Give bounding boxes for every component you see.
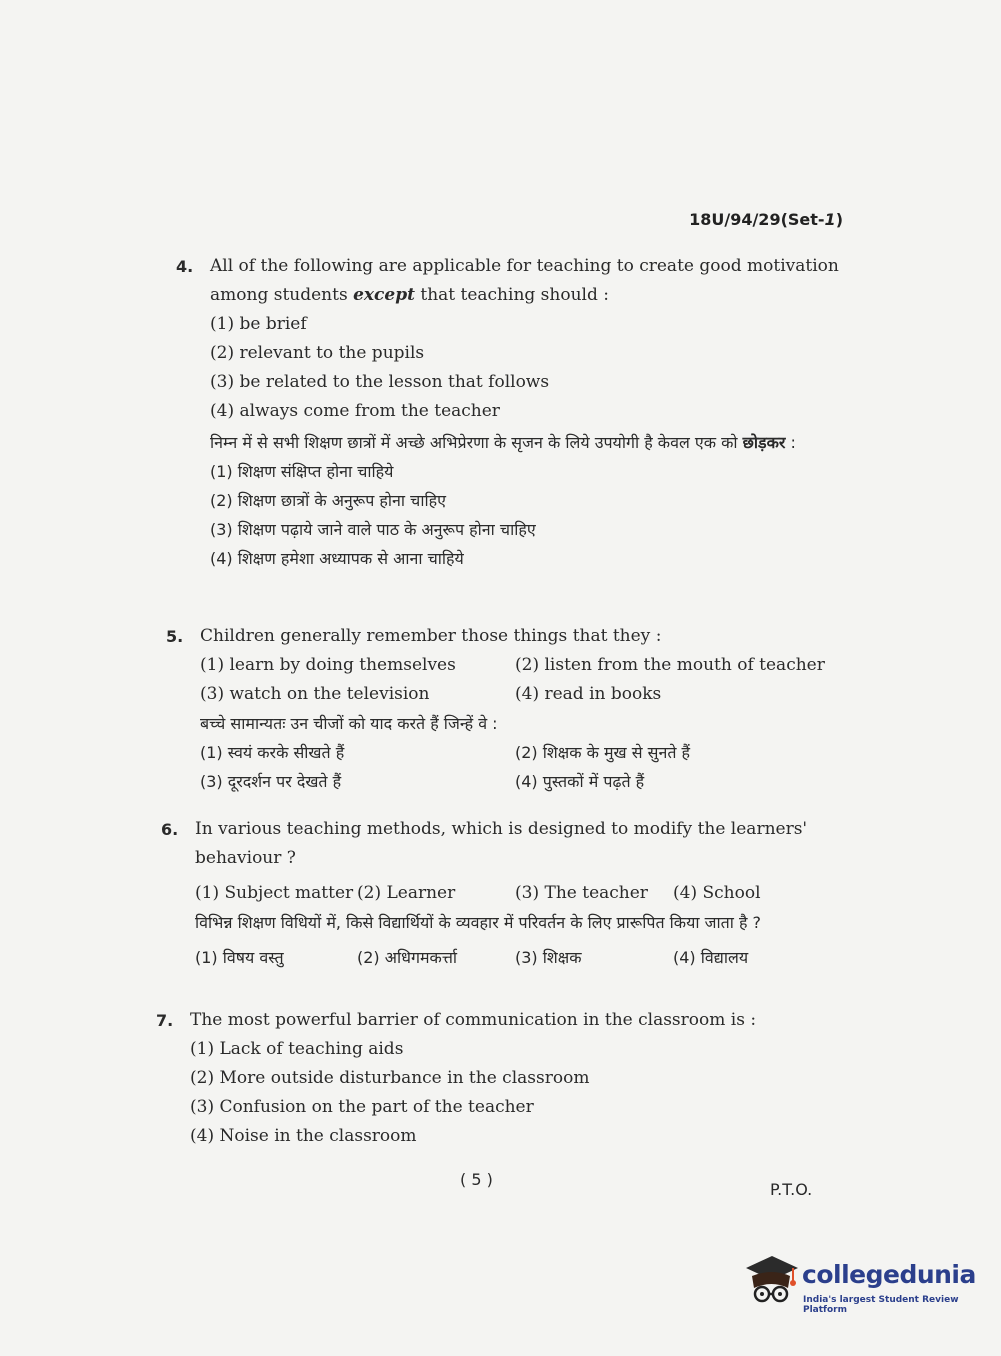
option-2: (2) More outside disturbance in the classroom: [190, 1068, 590, 1088]
hindi-option-4: (4) शिक्षण हमेशा अध्यापक से आना चाहिये: [210, 549, 464, 568]
option-3: (3) The teacher: [515, 883, 648, 903]
option-4: (4) always come from the teacher: [210, 401, 500, 421]
options-row-1: [200, 651, 830, 680]
option-2: (2) Learner: [357, 883, 456, 903]
option-1: (1) Lack of teaching aids: [190, 1039, 404, 1059]
hindi-option-2: (2) शिक्षण छात्रों के अनुरूप होना चाहिए: [210, 491, 446, 510]
hindi-option-2: (2) शिक्षक के मुख से सुनते हैं: [515, 743, 691, 762]
option-4: (4) School: [673, 883, 761, 903]
logo-brand: collegedunia: [802, 1260, 976, 1289]
hindi-stem: विभिन्न शिक्षण विधियों में, किसे विद्यार्थियों के व्यवहार में परिवर्तन के लिए प्रारूपित किया जाता है ?: [195, 913, 762, 932]
hindi-option-4: (4) पुस्तकों में पढ़ते हैं: [515, 772, 645, 791]
question-stem: All of the following are applicable for teaching to create good motivation among students except that teaching should :: [210, 256, 839, 305]
option-1: (1) learn by doing themselves: [200, 655, 456, 675]
logo-tagline: India's largest Student Review Platform: [803, 1295, 959, 1315]
hindi-option-3: (3) शिक्षक: [515, 948, 582, 967]
pto-label: P.T.O.: [770, 1180, 813, 1199]
question-6: [161, 815, 825, 972]
option-2: (2) relevant to the pupils: [210, 343, 425, 363]
graduate-mascot-icon: [742, 1250, 802, 1310]
paper-code: 18U/94/29(Set-1): [689, 210, 843, 229]
hindi-stem: निम्न में से सभी शिक्षण छात्रों में अच्छे अभिप्रेरणा के सृजन के लिये उपयोगी है केवल एक को छोड़कर :: [210, 433, 796, 452]
question-4: [176, 252, 840, 573]
hindi-option-2: (2) अधिगमकर्त्ता: [357, 948, 458, 967]
option-4: (4) Noise in the classroom: [190, 1126, 417, 1146]
hindi-options-row-2: [200, 767, 830, 796]
question-number: 7.: [156, 1011, 174, 1030]
hindi-stem: बच्चे सामान्यतः उन चीजों को याद करते हैं जिन्हें वे :: [200, 714, 498, 733]
question-stem: The most powerful barrier of communication in the classroom is :: [190, 1010, 757, 1030]
hindi-option-4: (4) विद्यालय: [673, 948, 749, 967]
hindi-options-row: [195, 943, 825, 972]
question-number: 4.: [176, 257, 194, 276]
hindi-option-3: (3) दूरदर्शन पर देखते हैं: [200, 772, 342, 791]
option-3: (3) watch on the television: [200, 684, 430, 704]
option-4: (4) read in books: [515, 684, 662, 704]
question-5: [166, 622, 830, 796]
option-2: (2) listen from the mouth of teacher: [515, 655, 825, 675]
hindi-option-1: (1) स्वयं करके सीखते हैं: [200, 743, 345, 762]
option-1: (1) be brief: [210, 314, 307, 334]
question-number: 5.: [166, 627, 184, 646]
question-7: [156, 1006, 820, 1151]
page-number: ( 5 ): [460, 1170, 493, 1189]
question-stem: Children generally remember those things that they :: [200, 626, 662, 646]
option-1: (1) Subject matter: [195, 883, 354, 903]
question-number: 6.: [161, 820, 179, 839]
hindi-options-row-1: [200, 738, 830, 767]
hindi-option-1: (1) विषय वस्तु: [195, 948, 284, 967]
options-row: [195, 879, 825, 908]
question-stem: In various teaching methods, which is designed to modify the learners' behaviour ?: [195, 819, 808, 868]
hindi-option-3: (3) शिक्षण पढ़ाये जाने वाले पाठ के अनुरूप होना चाहिए: [210, 520, 536, 539]
option-3: (3) Confusion on the part of the teacher: [190, 1097, 534, 1117]
options-row-2: [200, 680, 830, 709]
hindi-option-1: (1) शिक्षण संक्षिप्त होना चाहिये: [210, 462, 394, 481]
option-3: (3) be related to the lesson that follows: [210, 372, 550, 392]
collegedunia-logo[interactable]: [742, 1250, 976, 1315]
